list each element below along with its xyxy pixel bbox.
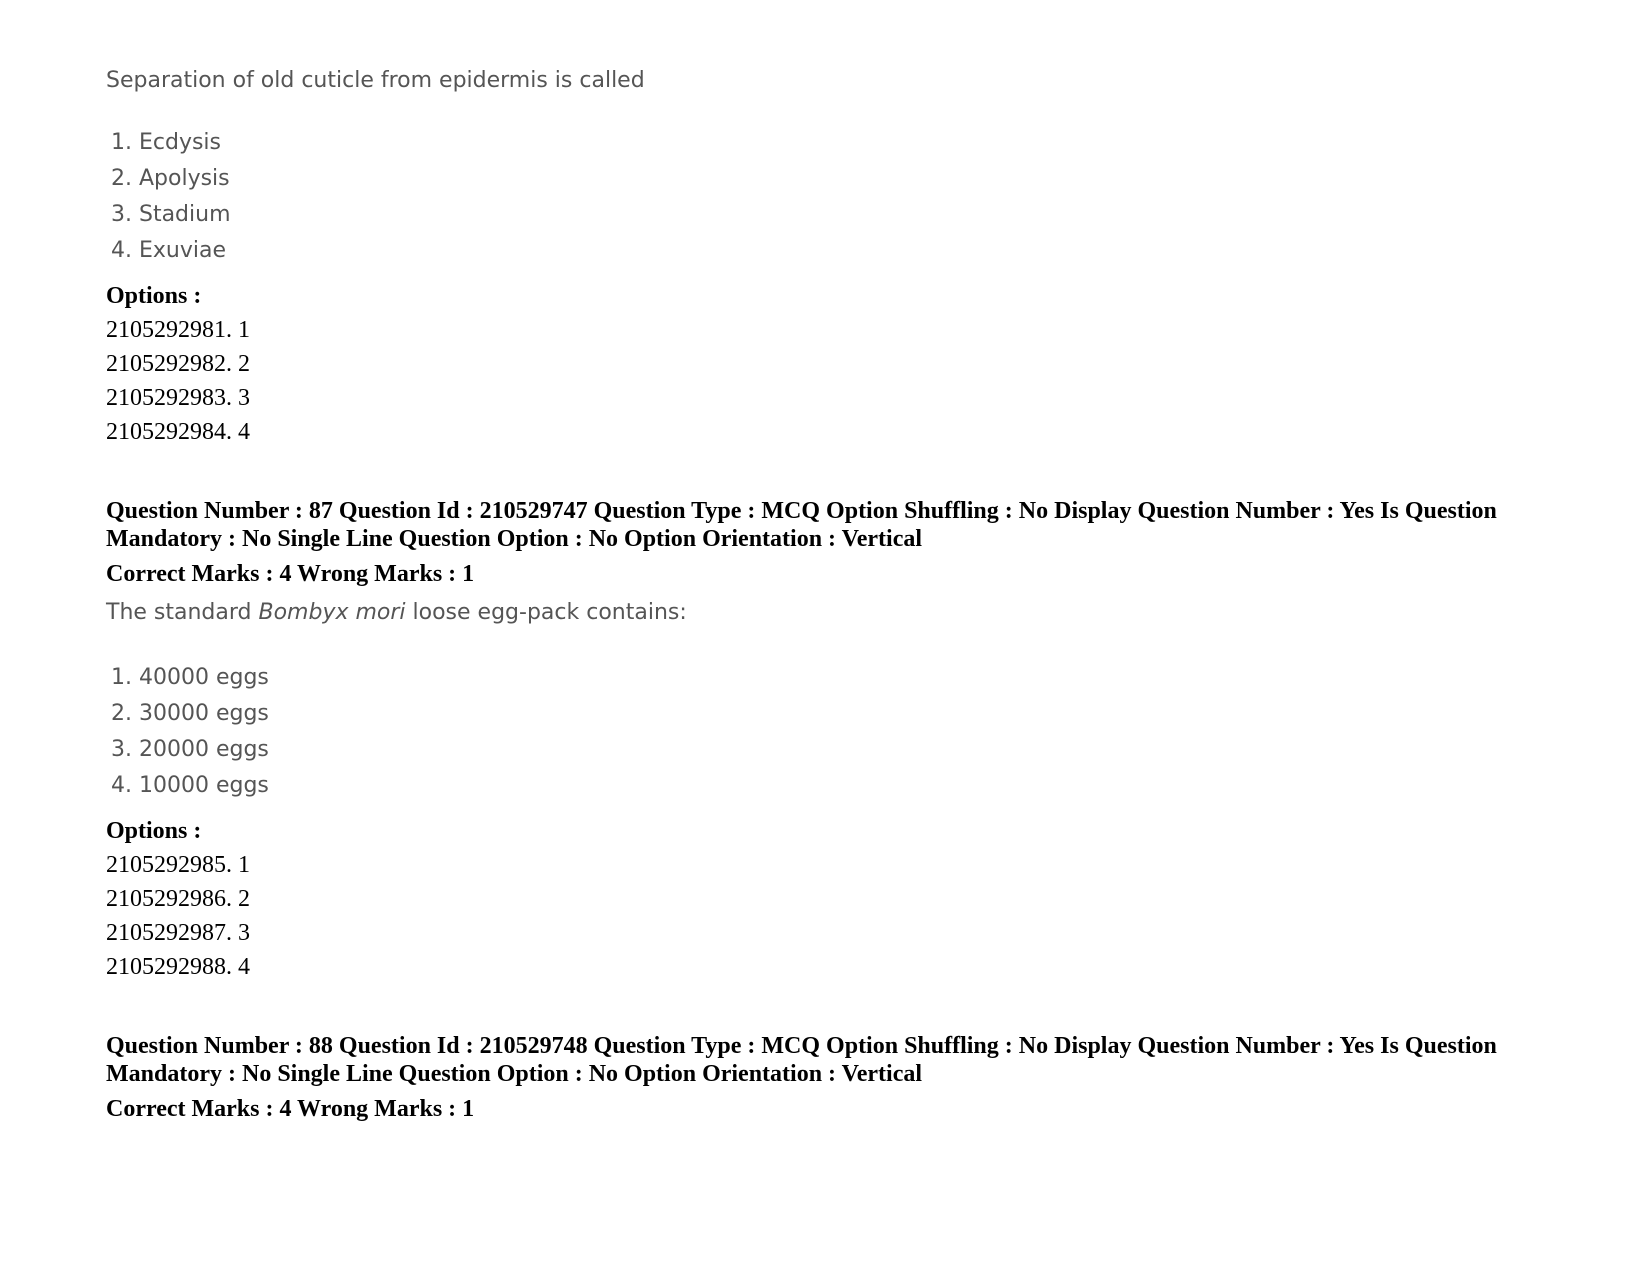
choice-item: 3. 20000 eggs (111, 737, 269, 762)
choice-item: 4. 10000 eggs (111, 773, 269, 798)
question-text-suffix: loose egg-pack contains: (405, 600, 687, 625)
option-id: 2105292986. 2 (106, 886, 250, 912)
option-id: 2105292987. 3 (106, 920, 250, 946)
question-meta (106, 1032, 1566, 1088)
choice-item: 2. 30000 eggs (111, 701, 269, 726)
options-label: Options : (106, 283, 202, 309)
option-id: 2105292985. 1 (106, 852, 250, 878)
choice-item: 1. 40000 eggs (111, 665, 269, 690)
question-meta-line: Mandatory : No Single Line Question Option : No Option Orientation : Vertical (106, 1061, 923, 1087)
choice-item: 4. Exuviae (111, 238, 226, 263)
choice-item: 1. Ecdysis (111, 130, 221, 155)
option-id: 2105292984. 4 (106, 419, 250, 445)
marks-line: Correct Marks : 4 Wrong Marks : 1 (106, 1096, 475, 1122)
option-id: 2105292988. 4 (106, 954, 250, 980)
choice-item: 3. Stadium (111, 202, 231, 227)
options-label: Options : (106, 818, 202, 844)
question-meta-line: Mandatory : No Single Line Question Option : No Option Orientation : Vertical (106, 526, 923, 552)
question-text-italic: Bombyx mori (258, 600, 406, 625)
question-text-prefix: The standard (106, 600, 259, 625)
option-id: 2105292983. 3 (106, 385, 250, 411)
choice-item: 2. Apolysis (111, 166, 230, 191)
marks-line: Correct Marks : 4 Wrong Marks : 1 (106, 561, 475, 587)
question-text (106, 600, 687, 625)
option-id: 2105292981. 1 (106, 317, 250, 343)
option-id: 2105292982. 2 (106, 351, 250, 377)
question-meta (106, 497, 1566, 553)
question-text: Separation of old cuticle from epidermis is called (106, 68, 645, 93)
question-meta-line: Question Number : 88 Question Id : 210529748 Question Type : MCQ Option Shuffling : No Display Question Number : Yes Is Question (106, 1033, 1497, 1059)
question-meta-line: Question Number : 87 Question Id : 210529747 Question Type : MCQ Option Shuffling : No Display Question Number : Yes Is Question (106, 498, 1497, 524)
